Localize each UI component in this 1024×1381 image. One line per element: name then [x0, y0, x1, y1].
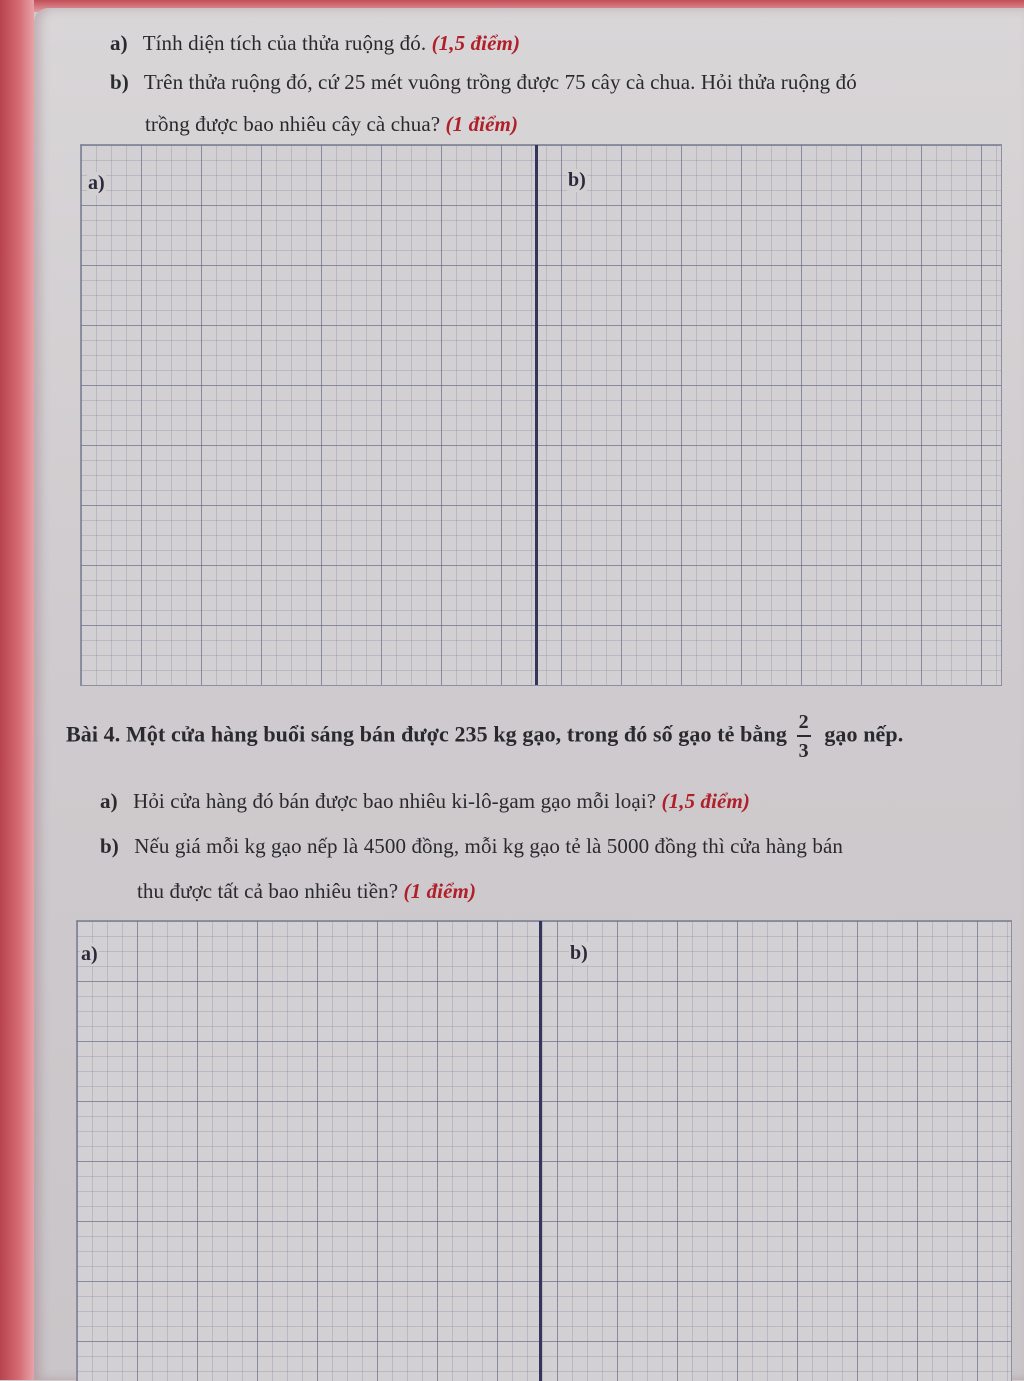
grid-divider	[539, 921, 542, 1381]
binder-left-edge	[0, 0, 34, 1380]
grid-q3-label-a: a)	[88, 172, 105, 194]
answer-grid-q4[interactable]	[76, 920, 1012, 1381]
q3-part-b-text-line2: trồng được bao nhiêu cây cà chua?	[145, 112, 441, 136]
grid-q4-label-b: b)	[570, 942, 588, 964]
q4-part-b-points: (1 điểm)	[403, 879, 477, 903]
q3-part-a	[110, 31, 520, 56]
grid-q3-label-b: b)	[568, 169, 586, 191]
q4-part-b-text-line1: Nếu giá mỗi kg gạo nếp là 4500 đồng, mỗi kg gạo tẻ là 5000 đồng thì cửa hàng bán	[134, 834, 843, 858]
q4-part-a-text: Hỏi cửa hàng đó bán được bao nhiêu ki-lô-gam gạo mỗi loại?	[133, 789, 657, 813]
q4-title	[66, 712, 903, 761]
fraction-numerator: 2	[797, 712, 811, 737]
q4-part-b	[100, 834, 843, 859]
q4-part-a	[100, 789, 750, 814]
q3-part-b-points: (1 điểm)	[445, 112, 519, 136]
q4-part-b-label: b)	[100, 834, 119, 858]
q4-part-b-cont	[137, 879, 476, 904]
q4-part-a-points: (1,5 điểm)	[661, 789, 751, 813]
grid-q4-label-a: a)	[81, 943, 98, 965]
q3-part-b-label: b)	[110, 70, 129, 94]
fraction-two-thirds	[797, 712, 811, 761]
answer-grid-q3[interactable]	[80, 144, 1002, 686]
grid-divider	[535, 145, 538, 685]
q3-part-a-text: Tính diện tích của thửa ruộng đó.	[142, 31, 427, 55]
q3-part-b-cont	[145, 112, 518, 137]
q3-part-a-label: a)	[110, 31, 128, 55]
q4-part-a-label: a)	[100, 789, 118, 813]
q3-part-a-points: (1,5 điểm)	[431, 31, 521, 55]
q3-part-b	[110, 70, 857, 95]
q4-title-end: gạo nếp.	[824, 721, 904, 747]
q4-part-b-text-line2: thu được tất cả bao nhiêu tiền?	[137, 879, 399, 903]
q3-part-b-text-line1: Trên thửa ruộng đó, cứ 25 mét vuông trồng được 75 cây cà chua. Hỏi thửa ruộng đó	[143, 70, 857, 94]
q4-title-text: Bài 4. Một cửa hàng buổi sáng bán được 235 kg gạo, trong đó số gạo tẻ bằng	[66, 721, 787, 747]
fraction-denominator: 3	[798, 740, 809, 762]
